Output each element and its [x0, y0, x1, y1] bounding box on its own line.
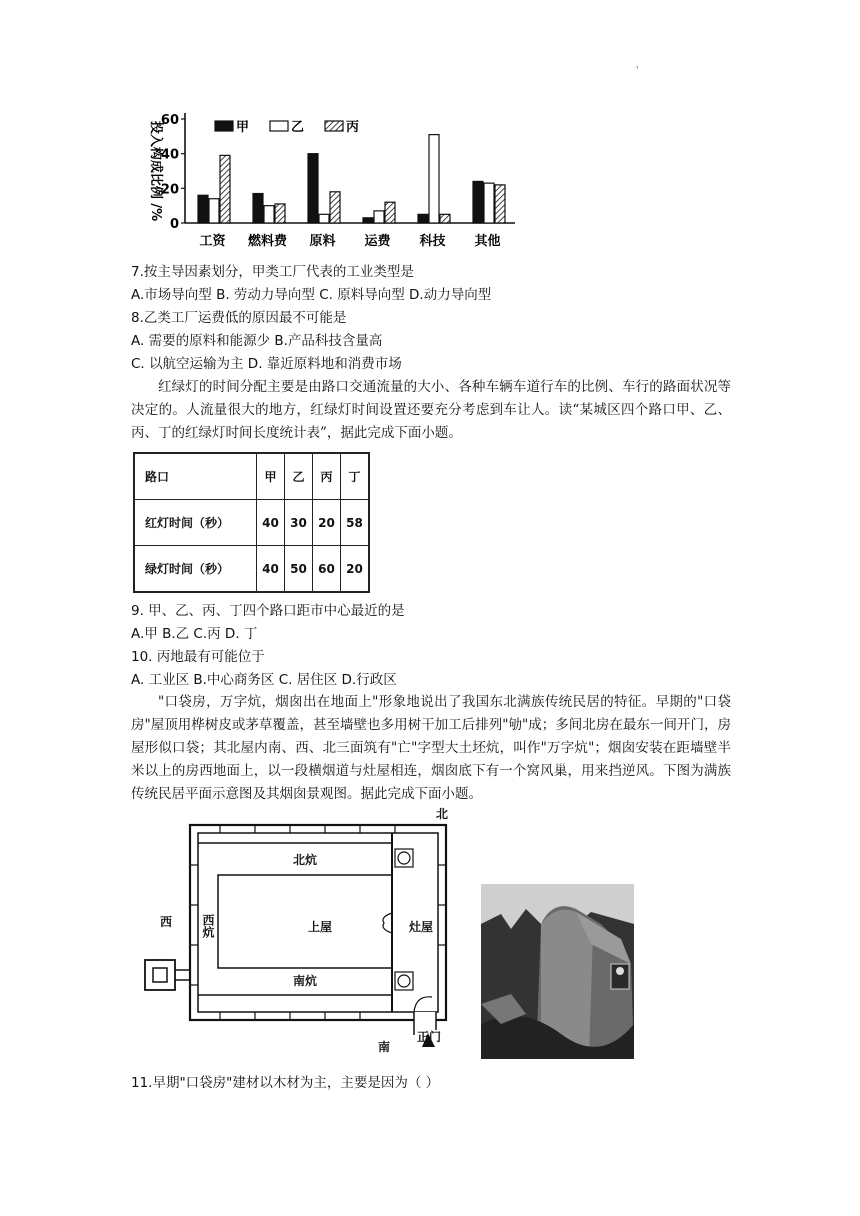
table-cell: 20: [341, 546, 370, 593]
x-category-label: 工资: [199, 234, 226, 249]
factory-input-bar-chart: [140, 105, 520, 255]
legend-label: 乙: [291, 120, 305, 135]
table-header-cell: 甲: [257, 453, 285, 500]
bar-丙: [440, 214, 450, 223]
table-header-cell: 丙: [313, 453, 341, 500]
x-category-label: 其他: [474, 234, 501, 249]
x-category-label: 科技: [419, 234, 446, 249]
x-category-label: 燃料费: [247, 234, 288, 249]
legend-swatch-乙: [270, 121, 288, 131]
y-tick-label: 40: [160, 147, 179, 163]
legend-label: 丙: [346, 120, 360, 135]
bar-甲: [253, 194, 263, 223]
legend-swatch-丙: [325, 121, 343, 131]
table-header-cell: 乙: [285, 453, 313, 500]
table-row: [134, 453, 369, 500]
bar-甲: [363, 218, 373, 223]
bar-甲: [418, 214, 428, 223]
south-label: 南: [378, 1040, 391, 1054]
chimney-photo: [481, 884, 634, 1059]
west-kang-label: 西炕: [201, 914, 215, 938]
bar-丙: [275, 204, 285, 223]
q9-stem: 9. 甲、乙、丙、丁四个路口距市中心最近的是: [131, 603, 405, 619]
bar-乙: [264, 206, 274, 223]
q10-options: A. 工业区 B.中心商务区 C. 居住区 D.行政区: [131, 672, 397, 688]
bar-丙: [220, 155, 230, 223]
table-cell: 红灯时间（秒）: [134, 500, 257, 546]
y-tick-label: 0: [169, 217, 179, 232]
q11-stem: 11.早期"口袋房"建材以木材为主，主要是因为（ ）: [131, 1075, 440, 1091]
bar-乙: [319, 214, 329, 223]
table-cell: 30: [285, 500, 313, 546]
q8-options-1: A. 需要的原料和能源少 B.产品科技含量高: [131, 333, 383, 349]
legend-swatch-甲: [215, 121, 233, 131]
bar-乙: [484, 183, 494, 223]
bar-丙: [385, 202, 395, 223]
q8-stem: 8.乙类工厂运费低的原因最不可能是: [131, 310, 347, 326]
west-label: 西: [160, 915, 173, 929]
table-cell: 20: [313, 500, 341, 546]
legend-label: 甲: [236, 120, 250, 135]
y-tick-label: 20: [160, 182, 179, 198]
q8-options-2: C. 以航空运输为主 D. 靠近原料地和消费市场: [131, 356, 402, 372]
bar-丙: [495, 185, 505, 223]
front-door-label: 正门: [417, 1030, 442, 1044]
table-cell: 60: [313, 546, 341, 593]
traffic-passage: 红绿灯的时间分配主要是由路口交通流量的大小、各种车辆车道行车的比例、车行的路面状况等决定的。人流量很大的地方，红绿灯时间设置还要充分考虑到车让人。读“某城区四个路口甲、乙、丙、丁的红绿灯时间长度统计表”，据此完成下面小题。: [131, 379, 731, 441]
table-header-cell: 丁: [341, 453, 370, 500]
x-category-label: 运费: [364, 234, 391, 249]
table-cell: 58: [341, 500, 370, 546]
table-cell: 40: [257, 546, 285, 593]
north-kang-label: 北炕: [293, 853, 318, 867]
table-header-cell: 路口: [134, 453, 257, 500]
table-cell: 50: [285, 546, 313, 593]
table-cell: 40: [257, 500, 285, 546]
house-passage: "口袋房，万字炕，烟囱出在地面上"形象地说出了我国东北满族传统民居的特征。早期的"口袋房"屋顶用桦树皮或茅草覆盖，甚至墙壁也多用树干加工后排列"劬"成；多间北房在最东一间开门，房屋形似口袋；其北屋内南、西、北三面筑有"亡"字型大土坯炕，叫作"万字炕"；烟囱安装在距墙壁半米以上的房西地面上，以一段横烟道与灶屋相连，烟囱底下有一个窝风巢，用来挡逆风。下图为满族传统民居平面示意图及其烟囱景观图。据此完成下面小题。: [131, 694, 731, 802]
table-row: [134, 546, 369, 593]
bar-乙: [374, 211, 384, 223]
y-axis-label: 投入构成比例 /%: [148, 120, 163, 222]
q7-options: A.市场导向型 B. 劳动力导向型 C. 原料导向型 D.动力导向型: [131, 287, 492, 303]
table-cell: 绿灯时间（秒）: [134, 546, 257, 593]
north-label: 北: [436, 807, 449, 821]
traffic-light-table: [133, 452, 370, 593]
q10-stem: 10. 丙地最有可能位于: [131, 649, 265, 665]
kitchen-label: 灶屋: [409, 920, 434, 934]
bar-甲: [308, 154, 318, 223]
bar-甲: [198, 195, 208, 223]
q9-options: A.甲 B.乙 C.丙 D. 丁: [131, 626, 258, 642]
bar-乙: [209, 199, 219, 223]
x-category-label: 原料: [309, 234, 336, 249]
bar-乙: [429, 135, 439, 223]
main-room-label: 上屋: [308, 920, 333, 934]
q7-stem: 7.按主导因素划分，甲类工厂代表的工业类型是: [131, 264, 414, 280]
bar-丙: [330, 192, 340, 223]
table-row: [134, 500, 369, 546]
page-mark: ': [636, 66, 639, 76]
bar-甲: [473, 181, 483, 223]
south-kang-label: 南炕: [293, 974, 318, 988]
y-tick-label: 60: [160, 113, 179, 128]
